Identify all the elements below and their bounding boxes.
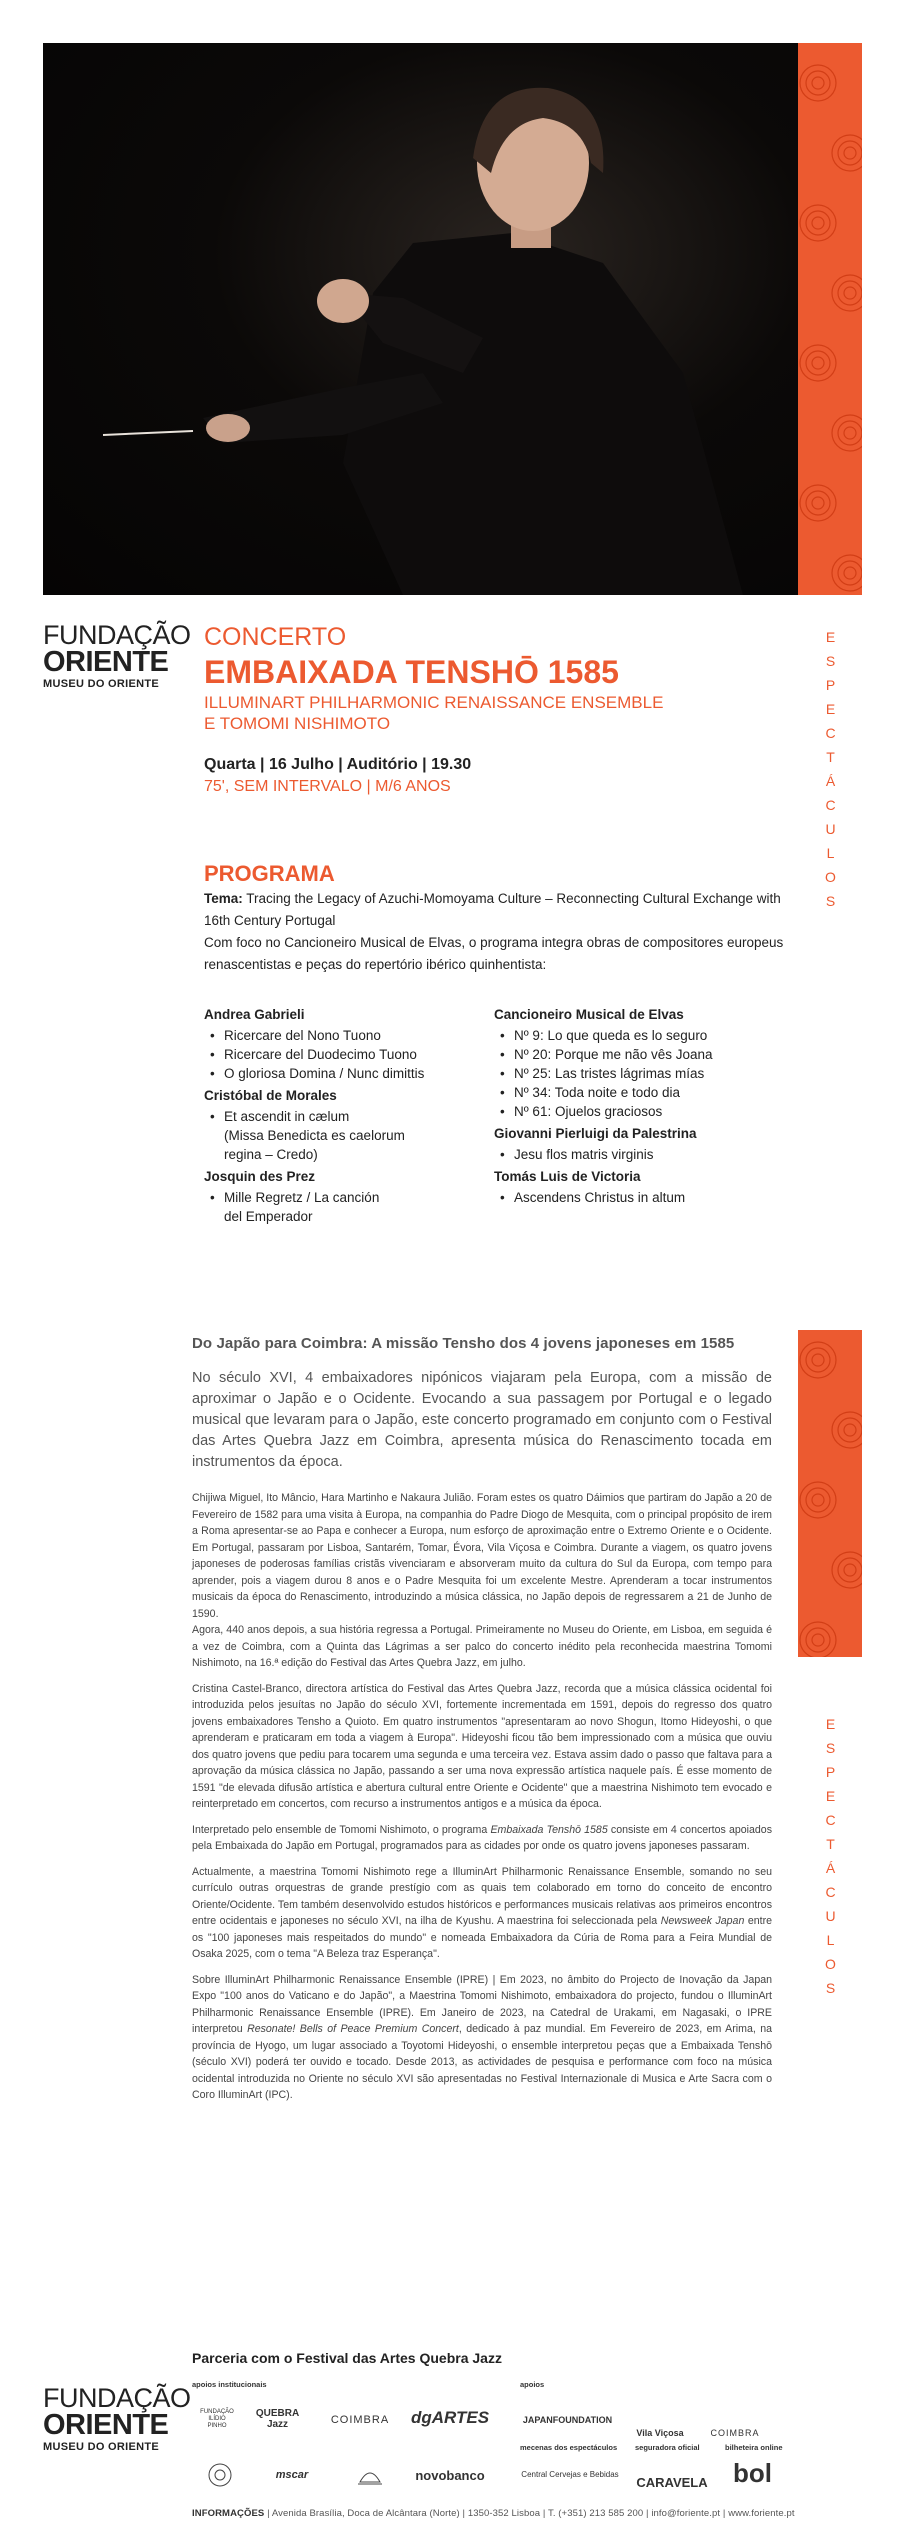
side-letter: C: [825, 1884, 837, 1900]
bol-logo: bol: [733, 2457, 772, 2488]
side-letter: L: [826, 845, 836, 861]
quebra-jazz-logo: QUEBRA Jazz: [255, 2408, 300, 2430]
side-letter: O: [825, 1956, 837, 1972]
work-item: • Ricercare del Nono Tuono: [204, 1026, 474, 1045]
side-letter: E: [825, 1716, 837, 1732]
side-letter: E: [825, 1788, 837, 1804]
novobanco-logo: novobanco: [415, 2467, 485, 2483]
institutional-seal-icon: [192, 2460, 247, 2490]
work-item: • Et ascendit in cælum (Missa Benedicta es caelorum regina – Credo): [204, 1107, 474, 1164]
text-span: Interpretado pelo ensemble de Tomomi Nishimoto, o programa: [192, 1823, 491, 1836]
programa-tema: [204, 888, 784, 932]
article-paragraph: Agora, 440 anos depois, a sua história regressa a Portugal. Primeiramente no Museu do Oriente, em Lisboa, em seguida é a vez de Coimbra, com a Quinta das Lágrimas a ser palco do concerto inédito pela reconhecida maestrina Tomomi Nishimoto, na 16.ª edição do Festival das Artes Quebra Jazz, em julho.: [192, 1624, 772, 1669]
fundacao-oriente-logo: [43, 2383, 191, 2453]
logo-line-1: FUNDAÇÃO: [43, 620, 191, 650]
work-item: • Jesu flos matris virginis: [494, 1145, 794, 1164]
event-header: [204, 622, 764, 798]
fundacao-oriente-logo: [43, 620, 191, 690]
vertical-label-espectaculos: [821, 625, 841, 913]
apoios-institucionais-label: apoios institucionais: [192, 2380, 267, 2389]
composer-name: Cancioneiro Musical de Elvas: [494, 1007, 684, 1022]
article-paragraph: Chijiwa Miguel, Ito Mâncio, Hara Martinho e Nakaura Julião. Foram estes os quatro Dáimios que partiram do Japão a 20 de Fevereiro de 1582 para uma visita à Europa, na companhia do Padre Diogo de Mesquita, com o principal propósito de irem a Roma apresentar-se ao Papa e conhecer a Europa, num esforço de aproximação entre o Extremo Oriente e o Ocidente. Em Portugal, passaram por Lisboa, Santarém, Tomar, Évora, Vila Viçosa e Coimbra. Durante a viagem, os quatro jovens japoneses de poderosas famílias cristãs vivenciaram e absorveram muito da cultura do Sul da Europa, com tempo para aprender, pois a viagem durou 8 anos e o Padre Mesquita foi um excelente Mestre. Aprenderam a tocar instrumentos musicais da época do Renascimento, introduzindo a música clássica, no Japão depois de regressarem a 21 de Junho de 1590.: [192, 1492, 772, 1620]
article-body: [192, 1490, 772, 2113]
central-cervejas-logo: Central Cervejas e Bebidas: [521, 2469, 619, 2479]
work-item: • Ascendens Christus in altum: [494, 1188, 794, 1207]
vila-vicosa-logo: Vila Viçosa: [636, 2428, 684, 2438]
seguradora-label: seguradora oficial: [635, 2443, 700, 2452]
text-span: , dedicado à paz mundial. Em Fevereiro de 2023, em Arima, na província de Hyogo, um lugar associado a Toyotomi Hideyoshi, o ensemble interpretou peças que a Embaixada Tenshō (século XVI) poderá ter ouvido e tocado. Desde 2013, as actividades de pesquisa e performance com foco na música ocidental introduzida no Oriente no século XVI são apresentadas no Festival Internazionale di Musica e Arte Sacra com o Coro IlluminArt (IPC).: [192, 2023, 772, 2101]
side-letter: C: [825, 725, 837, 741]
side-letter: L: [826, 1932, 836, 1948]
work-item: • Nº 20: Porque me não vês Joana: [494, 1045, 794, 1064]
composer-name: Tomás Luis de Victoria: [494, 1169, 641, 1184]
composer-name: Cristóbal de Morales: [204, 1088, 337, 1103]
event-subtitle-2: E TOMOMI NISHIMOTO: [204, 714, 391, 733]
side-letter: U: [825, 821, 837, 837]
side-letter: P: [825, 1764, 837, 1780]
article-intro: [192, 1334, 772, 1473]
composer-name: Giovanni Pierluigi da Palestrina: [494, 1126, 697, 1141]
mscar-logo: mscar: [275, 2469, 309, 2481]
work-item: • Ricercare del Duodecimo Tuono: [204, 1045, 474, 1064]
event-title: EMBAIXADA TENSHŌ 1585: [204, 654, 619, 690]
text-span: entre os "100 japoneses mais respeitados do mundo" e nomeada Embaixadora da Cúria de Roma para a Feira Mundial de Osaka 2025, com o tema "A Beleza traz Esperança".: [192, 1915, 773, 1960]
event-category: CONCERTO: [204, 623, 347, 651]
text-span: consiste em 4 concertos apoiados pela Embaixada do Japão em Portugal, programados para as cidades por onde os quatro jovens japoneses passaram.: [192, 1823, 772, 1852]
side-letter: O: [825, 869, 837, 885]
programa-section: [204, 860, 784, 976]
dgartes-logo: dgARTES: [410, 2408, 490, 2427]
side-letter: S: [825, 1980, 837, 1996]
side-letter: U: [825, 1908, 837, 1924]
work-item: • Nº 25: Las tristes lágrimas mías: [494, 1064, 794, 1083]
fundacao-ilidio-pinho-logo: FUNDAÇÃO ILÍDIO PINHO: [200, 2408, 234, 2429]
universidade-coimbra-logo: COIMBRA: [710, 2428, 760, 2438]
logo-line-3: MUSEU DO ORIENTE: [43, 2441, 160, 2453]
coimbra-logo: COIMBRA: [330, 2414, 390, 2426]
event-duration: 75', SEM INTERVALO | M/6 ANOS: [204, 778, 451, 795]
apoios-label: apoios: [520, 2380, 545, 2389]
composer-name: Andrea Gabrieli: [204, 1007, 305, 1022]
japan-foundation-logo: JAPANFOUNDATION: [522, 2415, 613, 2425]
article-lead: No século XVI, 4 embaixadores nipónicos viajaram pela Europa, com a missão de aproximar o Japão e o Ocidente. Evocando a sua passagem por Portugal e o legado musical que levaram para o Japão, este concerto programado em conjunto com o Festival das Artes Quebra Jazz em Coimbra, apresenta música do Renascimento tocada em instrumentos da época.: [192, 1370, 772, 1470]
partnership-heading: Parceria com o Festival das Artes Quebra Jazz: [192, 2350, 502, 2366]
side-letter: C: [825, 797, 837, 813]
repertoire-left: [204, 1004, 474, 1228]
side-letter: Á: [825, 773, 837, 789]
article-heading: Do Japão para Coimbra: A missão Tensho dos 4 jovens japoneses em 1585: [192, 1335, 735, 1352]
text-emphasis: Embaixada Tenshō 1585: [490, 1823, 608, 1836]
footer-text: | Avenida Brasília, Doca de Alcântara (Norte) | 1350-352 Lisboa | T. (+351) 213 585 200 | info@foriente.pt | www.foriente.pt: [264, 2508, 795, 2519]
programa-heading: PROGRAMA: [204, 861, 335, 886]
work-item: • O gloriosa Domina / Nunc dimittis: [204, 1064, 474, 1083]
caravela-logo: CARAVELA: [636, 2475, 708, 2490]
logo-line-3: MUSEU DO ORIENTE: [43, 678, 160, 690]
side-letter: S: [825, 653, 837, 669]
decorative-pattern-strip: [798, 1330, 862, 1657]
composer-name: Josquin des Prez: [204, 1169, 316, 1184]
text-emphasis: Resonate! Bells of Peace Premium Concert: [247, 2023, 459, 2035]
work-item: • Nº 9: Lo que queda es lo seguro: [494, 1026, 794, 1045]
side-letter: E: [825, 701, 837, 717]
work-item: • Mille Regretz / La canción del Emperador: [204, 1188, 474, 1226]
side-letter: C: [825, 1812, 837, 1828]
side-letter: S: [825, 1740, 837, 1756]
article-paragraph: [192, 1864, 772, 1963]
vertical-label-espectaculos: [821, 1712, 841, 2000]
tema-text: Tracing the Legacy of Azuchi-Momoyama Culture – Reconnecting Cultural Exchange with 16th Century Portugal: [204, 891, 781, 928]
tema-label: Tema:: [204, 891, 243, 906]
text-span: Actualmente, a maestrina Tomomi Nishimoto rege a IlluminArt Philharmonic Renaissance Ensemble, somando no seu currículo outras orquestras de grande prestígio com as quais tem colaborado em torno do conceito de encontro Oriente/Ocidente. Tem também desenvolvido estudos históricos e performances musicais relativas aos primeiros encontros entre ocidentais e japoneses no século XVI, na ilha de Kyushu. A maestrina foi seleccionada pela: [192, 1865, 772, 1927]
side-letter: T: [826, 749, 836, 765]
logo-line-2: ORIENTE: [43, 2409, 169, 2441]
footer-label: INFORMAÇÕES: [192, 2508, 265, 2519]
article-paragraph: [192, 1972, 772, 2104]
logo-line-2: ORIENTE: [43, 646, 169, 678]
programa-intro: Com foco no Cancioneiro Musical de Elvas, o programa integra obras de compositores europeus renascentistas e peças do repertório ibérico quinhentista:: [204, 935, 784, 972]
bilheteira-label: bilheteira online: [725, 2443, 783, 2452]
text-emphasis: Newsweek Japan: [660, 1915, 745, 1927]
work-item: • Nº 34: Toda noite e todo dia: [494, 1083, 794, 1102]
side-letter: S: [825, 893, 837, 909]
footer-info: [192, 2508, 795, 2519]
event-subtitle-1: ILLUMINART PHILHARMONIC RENAISSANCE ENSEMBLE: [204, 693, 664, 712]
mecenas-label: mecenas dos espectáculos: [520, 2443, 618, 2452]
side-letter: P: [825, 677, 837, 693]
work-item: • Nº 61: Ojuelos graciosos: [494, 1102, 794, 1121]
parish-seal-icon: [340, 2460, 400, 2490]
conductor-photo: [43, 43, 798, 595]
side-letter: T: [826, 1836, 836, 1852]
side-letter: E: [825, 629, 837, 645]
text-span: Sobre IlluminArt Philharmonic Renaissance Ensemble (IPRE) | Em 2023, no âmbito do Projecto de Inovação da Japan Expo "100 anos do Vaticano e do Japão", a Maestrina Tomomi Nishimoto, embaixadora do projecto, fundou o IlluminArt Philharmonic Renaissance Ensemble (IPRE). Em Janeiro de 2023, na Catedral de Urakami, em Nagasaki, o IPRE interpretou: [192, 1973, 772, 2035]
article-paragraph: Cristina Castel-Branco, directora artística do Festival das Artes Quebra Jazz, recorda que a música clássica ocidental foi introduzida pelos jesuítas no Japão do século XVI, fortemente incrementada em 1591, depois do regresso dos quatro jovens embaixadores Tensho a Quioto. Em quatro instrumentos "apresentaram ao novo Shogun, Itomo Hideyoshi, o que aprenderam e praticaram em toda a viagem à Europa". Hideyoshi ficou tão bem impressionado com a música que ouviu dos quatro jovens que pediu para tocarem uma segunda e uma terceira vez. Estava assim dado o passo que faltava para a aprovação da música clássica no Japão, passando a ser uma nova expressão artística naquele país. É esse momento de 1591 "de elevada difusão artística e abertura cultural entre Oriente e Ocidente" que a maestrina Nishimoto tem evocado e reinterpretado em concertos, com recurso a instrumentos antigos e a música da época.: [192, 1682, 772, 1810]
logo-line-1: FUNDAÇÃO: [43, 2383, 191, 2413]
article-paragraph: [192, 1822, 772, 1855]
event-date: Quarta | 16 Julho | Auditório | 19.30: [204, 756, 472, 773]
decorative-pattern-strip: [798, 43, 862, 595]
side-letter: Á: [825, 1860, 837, 1876]
repertoire-right: [494, 1004, 794, 1209]
